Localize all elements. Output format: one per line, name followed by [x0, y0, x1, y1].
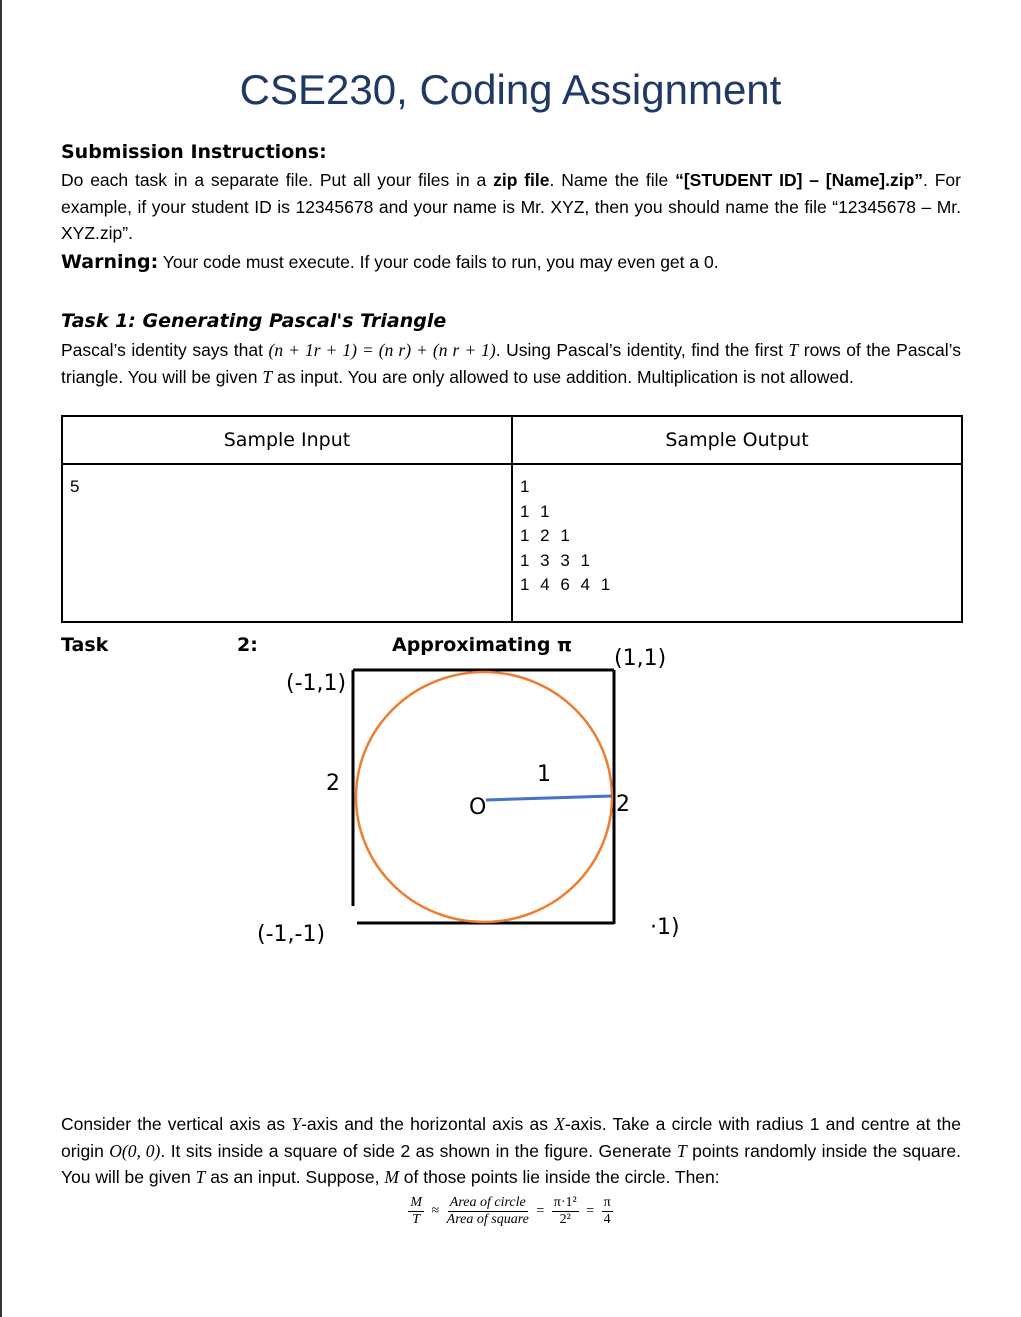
fraction-m-t: $\frac{M}{T}$	[410, 1195, 422, 1227]
label-top-left: (-1,1)	[286, 671, 347, 696]
label-radius: 1	[537, 762, 551, 787]
warning-text: Warning: Your code must execute. If your code fails to run, you may even get a 0.	[61, 251, 719, 273]
submission-text: Do each task in a separate file. Put all your files in a zip file. Name the file “[STUDENT ID] – [Name].zip”. For example, if your student ID is 12345678 and your name is Mr. XYZ, then you should name the file “12345678 – Mr. XYZ.zip”.	[61, 170, 961, 243]
label-top-right: (1,1)	[614, 646, 667, 671]
label-side-right: 2	[616, 792, 630, 817]
approx-sign: ≈	[431, 1203, 440, 1219]
output-row: 1	[520, 477, 533, 496]
output-row: 1 2 1	[520, 526, 573, 545]
equals-sign: =	[586, 1203, 595, 1219]
fraction-pi-four: $\frac{\pi}{4}$	[603, 1195, 611, 1227]
page-title: CSE230, Coding Assignment	[239, 66, 782, 113]
label-origin: O	[469, 795, 487, 820]
header-sample-output: Sample Output	[512, 416, 962, 464]
sample-input-cell: 5	[62, 464, 512, 622]
label-side-left: 2	[326, 771, 340, 796]
task2-heading-task: Task	[61, 634, 109, 656]
radius-line	[486, 796, 612, 800]
output-row: 1 1	[520, 501, 553, 521]
header-sample-input: Sample Input	[62, 416, 512, 464]
output-row: 1 3 3 1	[520, 550, 593, 570]
task1-text: Pascal’s identity says that (n + 1r + 1) = (n r) + (n r + 1). Using Pascal’s identity, find the first T rows of the Pascal’s triangle. You will be given T as input. You are only allowed to use addition. Multiplication is not allowed.	[61, 340, 961, 387]
equals-sign: =	[536, 1203, 545, 1219]
task1-heading: Task 1: Generating Pascal's Triangle	[61, 310, 447, 332]
label-bottom-left: (-1,-1)	[257, 922, 326, 947]
submission-heading: Submission Instructions:	[61, 141, 327, 163]
task2-text: Consider the vertical axis as Y-axis and the horizontal axis as X-axis. Take a circle with radius 1 and centre at the origin O(0, 0). It sits inside a square of side 2 as shown in the figure. Generate T points randomly inside the square. You will be given T as an input. Suppose, M of those points lie inside the circle. Then:	[61, 1114, 961, 1187]
output-row: 1 4 6 4 1	[520, 575, 614, 594]
task2-heading-number: 2:	[237, 634, 258, 656]
task2-heading-title: Approximating π	[392, 634, 573, 656]
fraction-areas: $\frac{\text{Area of circle}}{\text{Area of square}}$	[446, 1195, 529, 1227]
fraction-pi-area: $\frac{\text{π·1²}}{\text{2²}}$	[553, 1195, 577, 1227]
approximation-equation	[0, 1195, 1021, 1228]
label-bottom-right: ·1)	[650, 915, 680, 940]
